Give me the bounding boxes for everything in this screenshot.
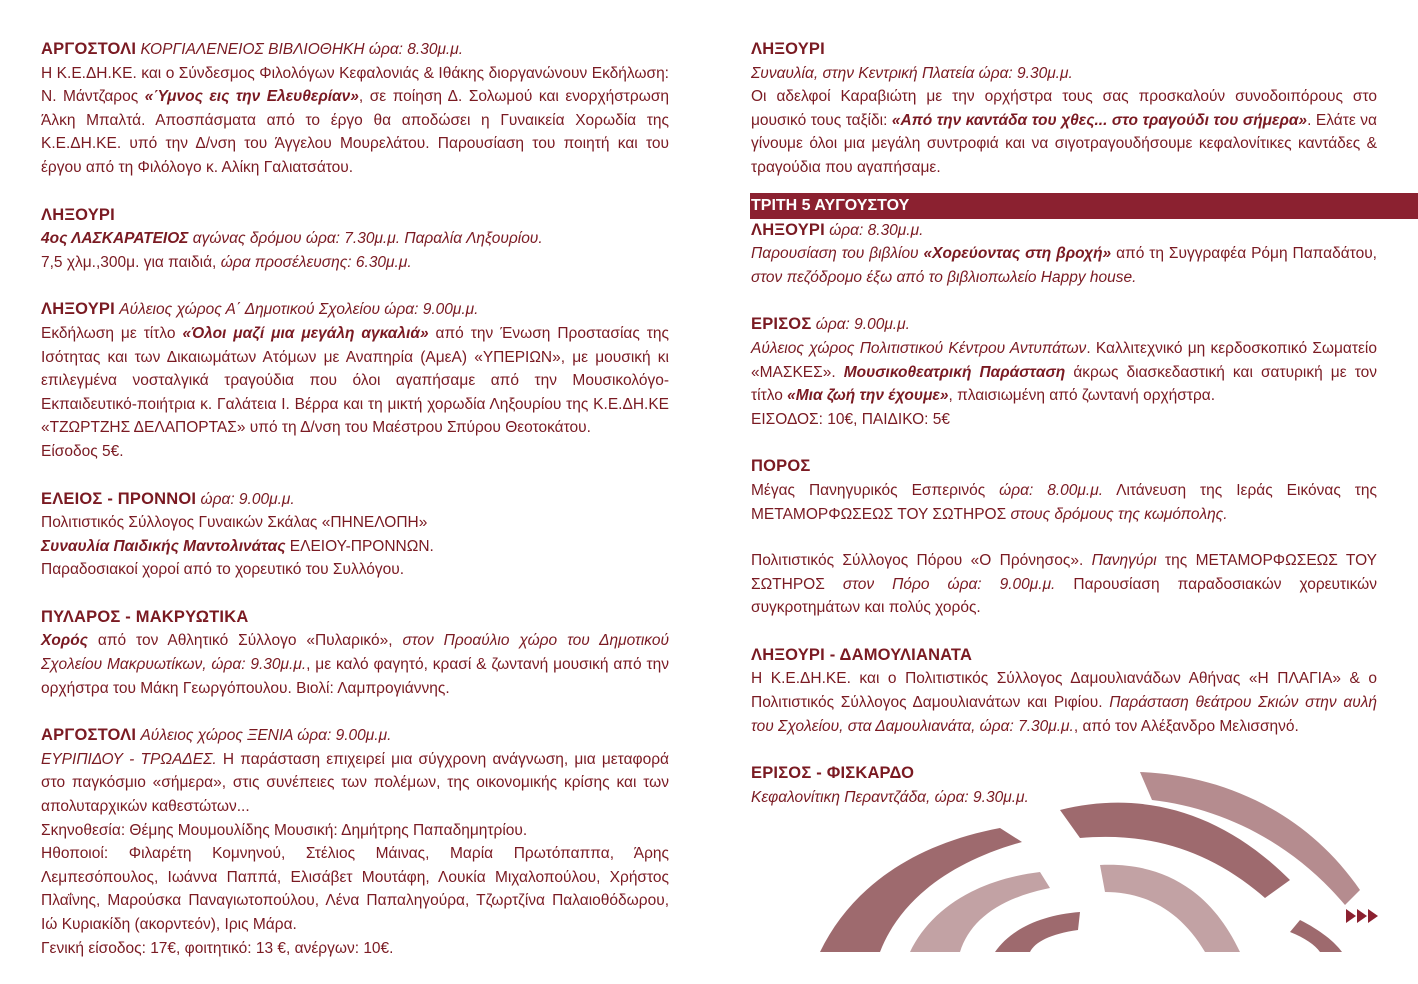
event-credits: Σκηνοθεσία: Θέμης Μουμουλίδης Μουσική: Δημήτρης Παπαδημητρίου. bbox=[41, 821, 528, 839]
event-title: «Ύμνος εις την Ελευθερίαν» bbox=[144, 88, 359, 106]
event-text: , πλαισιωμένη από ζωντανή ορχήστρα. bbox=[948, 387, 1216, 405]
event-title: ΕΥΡΙΠΙΔΟΥ - ΤΡΩΑΔΕΣ. bbox=[41, 750, 217, 768]
event-lixouri-concert bbox=[751, 38, 1377, 180]
event-title: «Από την καντάδα του χθες... στο τραγούδι του σήμερα» bbox=[891, 111, 1308, 129]
event-time: ώρα προσέλευσης: 6.30μ.μ. bbox=[220, 253, 412, 271]
event-venue: ΚΟΡΓΙΑΛΕΝΕΙΟΣ ΒΙΒΛΙΟΘΗΚΗ ώρα: 8.30μ.μ. bbox=[140, 41, 464, 58]
event-damoulianata bbox=[751, 644, 1377, 738]
event-title: Παράσταση θεάτρου Σκιών bbox=[1109, 694, 1299, 712]
event-title: «Όλοι μαζί μια μεγάλη αγκαλιά» bbox=[182, 324, 429, 342]
event-text: Η παράσταση επιχειρεί μια σύγχρονη ανάγνωση, μια μεταφορά στο παγκόσμιο «σήμερα», στις συνέπειες των πολέμων, της οικονομικής κρίσης και των απολυταρχικών καθεστώτων... bbox=[41, 750, 669, 816]
event-text: . Ελάτε να γίνουμε όλοι μια μεγάλη συντροφιά και να σιγοτραγουδήσουμε κεφαλονίτικες καντάδες & τραγούδια που αγαπήσαμε. bbox=[751, 111, 1377, 176]
event-price: ΕΙΣΟΔΟΣ: 10€, ΠΑΙΔΙΚΟ: 5€ bbox=[751, 410, 950, 428]
event-price: Είσοδος 5€. bbox=[41, 442, 124, 460]
event-location: ΛΗΞΟΥΡΙ bbox=[41, 300, 115, 319]
event-text: Οι αδελφοί Καραβιώτη με την ορχήστρα τους σας προσκαλούν συνοδοιπόρους στο μουσικό τους ταξίδι: bbox=[751, 88, 1377, 129]
event-erisos-theatre bbox=[751, 313, 1377, 431]
event-title: Χορός bbox=[41, 632, 88, 650]
event-venue: Αύλειος χώρος Α΄ Δημοτικού Σχολείου ώρα: 9.00μ.μ. bbox=[119, 301, 479, 319]
event-text: στους δρόμους της κωμόπολης. bbox=[1010, 505, 1228, 523]
event-text: Εκδήλωση με τίτλο bbox=[41, 324, 183, 342]
decorative-swirl-graphic bbox=[760, 770, 1400, 952]
event-price: Γενική είσοδος: 17€, φοιτητικό: 13 €, ανέργων: 10€. bbox=[41, 939, 394, 957]
event-location: ΕΛΕΙΟΣ - ΠΡΟΝΝΟΙ bbox=[41, 489, 197, 508]
event-text: από τον Αθλητικό Σύλλογο «Πυλαρικό», bbox=[87, 632, 403, 650]
event-venue: στον πεζόδρομο έξω από το βιβλιοπωλείο Happy house. bbox=[751, 268, 1137, 286]
event-text: Πολιτιστικός Σύλλογος Πόρου «Ο Πρόνησος». bbox=[751, 552, 1092, 570]
event-poros bbox=[751, 455, 1377, 620]
event-location: ΛΗΞΟΥΡΙ bbox=[751, 220, 825, 239]
event-venue: Συναυλία, στην Κεντρική Πλατεία ώρα: 9.30μ.μ. bbox=[751, 64, 1073, 82]
left-column bbox=[41, 38, 669, 984]
date-section-header: ΤΡΙΤΗ 5 ΑΥΓΟΥΣΤΟΥ bbox=[750, 193, 1418, 219]
event-lixouri-race bbox=[41, 204, 669, 275]
event-text: . Καλλιτεχνικό μη κερδοσκοπικό Σωματείο «ΜΑΣΚΕΣ». bbox=[751, 339, 1377, 381]
event-title: Πανηγύρι bbox=[1091, 552, 1157, 570]
event-title: «Χορεύοντας στη βροχή» bbox=[923, 245, 1112, 263]
event-location: ΑΡΓΟΣΤΟΛΙ bbox=[41, 40, 137, 58]
event-text: , με καλό φαγητό, κρασί & ζωντανή μουσική από την ορχήστρα του Μάκη Γεωργόπουλου. Βιολί: Λαμπρογιάννης. bbox=[41, 656, 669, 697]
event-title: Κεφαλονίτικη Περαντζάδα, ώρα: 9.30μ.μ. bbox=[751, 788, 1029, 806]
event-text: 7,5 χλμ.,300μ. για παιδιά, bbox=[41, 253, 221, 271]
event-text: , σε ποίηση Δ. Σολωμού και ενορχήστρωση Άλκη Μπαλτά. Αποσπάσματα από το έργο θα αποδώσει η Γυναικεία Χορωδία της Κ.Ε.ΔΗ.ΚΕ. υπό την Δ/νση του Άγγελου Μουρελάτου. Παρουσίαση του ποιητή και του έργου από τη Φιλόλογο κ. Αλίκη Γαλιατσάτου. bbox=[41, 88, 670, 176]
event-venue: στον Προαύλιο χώρο του Δημοτικού Σχολείου Μακρυωτίκων, ώρα: 9.30μ.μ. bbox=[41, 632, 669, 674]
event-time: ώρα: 8.00μ.μ. bbox=[999, 481, 1103, 499]
event-text: Παρουσίαση του βιβλίου bbox=[751, 245, 924, 263]
event-text: Λιτάνευση της Ιεράς Εικόνας της ΜΕΤΑΜΟΡΦΩΣΕΩΣ ΤΟΥ ΣΩΤΗΡΟΣ bbox=[751, 481, 1377, 523]
event-venue: στον Πόρο ώρα: 9.00μ.μ. bbox=[842, 575, 1056, 593]
event-argostoli-xenia bbox=[41, 724, 669, 960]
event-venue: στην αυλή του Σχολείου, στα Δαμουλιανάτα, ώρα: 7.30μ.μ. bbox=[751, 694, 1377, 735]
event-location: ΛΗΞΟΥΡΙ - ΔΑΜΟΥΛΙΑΝΑΤΑ bbox=[751, 645, 973, 664]
next-page-arrows-icon bbox=[1346, 906, 1378, 931]
event-text: Μέγας Πανηγυρικός Εσπερινός bbox=[751, 481, 1000, 499]
event-text: από την Ένωση Προστασίας της Ισότητας και των Δικαιωμάτων Ατόμων με Αναπηρία (ΑμεΑ) «ΥΠΕΡΙΩΝ», με μουσική κι επιλεγμένα νοσταλγικά τραγούδια που όλοι αγαπήσαμε από την Μουσικολόγο-Εκπαιδευτικό-ποιήτρια κ. Γαλάτεια Ι. Βέρρα και τη μικτή χορωδία Ληξουρίου της Κ.Ε.ΔΗ.ΚΕ «ΤΖΩΡΤΖΗΣ ΔΕΛΑΠΟΡΤΑΣ» υπό τη Δ/νση του Μαέστρου Σπύρου Θεοτοκάτου. bbox=[41, 324, 669, 437]
right-column bbox=[751, 38, 1377, 833]
event-lixouri-book bbox=[751, 219, 1377, 290]
event-text: της ΜΕΤΑΜΟΡΦΩΣΕΩΣ ΤΟΥ ΣΩΤΗΡΟΣ bbox=[751, 552, 1377, 593]
event-text: Παραδοσιακοί χοροί από το χορευτικό του Συλλόγου. bbox=[41, 561, 405, 579]
event-text: Η Κ.Ε.ΔΗ.ΚΕ. και ο Πολιτιστικός Σύλλογος Δαμουλιανάδων Αθήνας «Η ΠΛΑΓΙΑ» & ο Πολιτιστικός Σύλλογος Δαμουλιανάτων και Ριφίου. bbox=[751, 670, 1377, 712]
event-text: Παρουσίαση παραδοσιακών χορευτικών συγκροτημάτων και πολύς χορός. bbox=[751, 575, 1377, 617]
event-time: ώρα: 8.30μ.μ. bbox=[829, 221, 924, 239]
event-text: αγώνας δρόμου ώρα: 7.30μ.μ. Παραλία Ληξουρίου. bbox=[188, 230, 543, 248]
event-location: ΛΗΞΟΥΡΙ bbox=[751, 40, 825, 58]
event-title: 4ος ΛΑΣΚΑΡΑΤΕΙΟΣ bbox=[41, 230, 189, 248]
event-location: ΠΟΡΟΣ bbox=[751, 457, 811, 476]
event-venue: Αύλειος χώρος Πολιτιστικού Κέντρου Αντυπάτων bbox=[751, 339, 1087, 357]
event-location: ΠΥΛΑΡΟΣ - ΜΑΚΡΥΩΤΙΚΑ bbox=[41, 607, 249, 626]
event-cast: Ηθοποιοί: Φιλαρέτη Κομνηνού, Στέλιος Μάινας, Μαρία Πρωτόπαππα, Άρης Λεμπεσόπουλος, Ιωάννα Παππά, Ελισάβετ Μουτάφη, Λουκία Μιχαλοπούλου, Χρήστος Πλαΐνης, Μαρούσκα Παναγιωτοπούλου, Λένα Παπαληγούρα, Τζωρτζίνα Παλαιοθόδωρου, Ιώ Κυριακίδη (ακορντεόν), Ιρις Μάρα. bbox=[41, 845, 669, 933]
event-title: Μουσικοθεατρική Παράσταση bbox=[843, 363, 1066, 381]
event-time: ώρα: 9.00μ.μ. bbox=[815, 316, 910, 334]
event-title: Συναυλία Παιδικής Μαντολινάτας bbox=[41, 537, 286, 555]
event-pylaros bbox=[41, 606, 669, 700]
event-lixouri-school bbox=[41, 298, 669, 463]
event-time: ώρα: 9.00μ.μ. bbox=[200, 490, 295, 508]
event-argostoli-library bbox=[41, 38, 669, 180]
event-location: ΑΡΓΟΣΤΟΛΙ bbox=[41, 726, 137, 745]
event-text: Η Κ.Ε.ΔΗ.ΚΕ. και ο Σύνδεσμος Φιλολόγων Κεφαλονιάς & Ιθάκης διοργανώνουν Εκδήλωση: Ν. Μάντζαρος bbox=[41, 64, 669, 106]
event-text: , από τον Αλέξανδρο Μελισσηνό. bbox=[1073, 717, 1299, 735]
event-title: «Μια ζωή την έχουμε» bbox=[787, 387, 949, 405]
event-text: ΕΛΕΙΟΥ-ΠΡΟΝΝΩΝ. bbox=[285, 537, 434, 555]
event-location: ΕΡΙΣΟΣ bbox=[751, 315, 812, 334]
event-location: ΕΡΙΣΟΣ - ΦΙΣΚΑΡΔΟ bbox=[751, 764, 915, 783]
event-eleios-pronnoi bbox=[41, 488, 669, 582]
event-text: άκρως διασκεδαστική και σατυρική με τον τίτλο bbox=[751, 363, 1377, 405]
event-text: Πολιτιστικός Σύλλογος Γυναικών Σκάλας «ΠΗΝΕΛΟΠΗ» bbox=[41, 514, 428, 532]
event-text: από τη Συγγραφέα Ρόμη Παπαδάτου, bbox=[1111, 245, 1377, 263]
event-venue: Αύλειος χώρος ΞΕΝΙΑ ώρα: 9.00μ.μ. bbox=[140, 727, 392, 745]
event-location: ΛΗΞΟΥΡΙ bbox=[41, 205, 115, 224]
